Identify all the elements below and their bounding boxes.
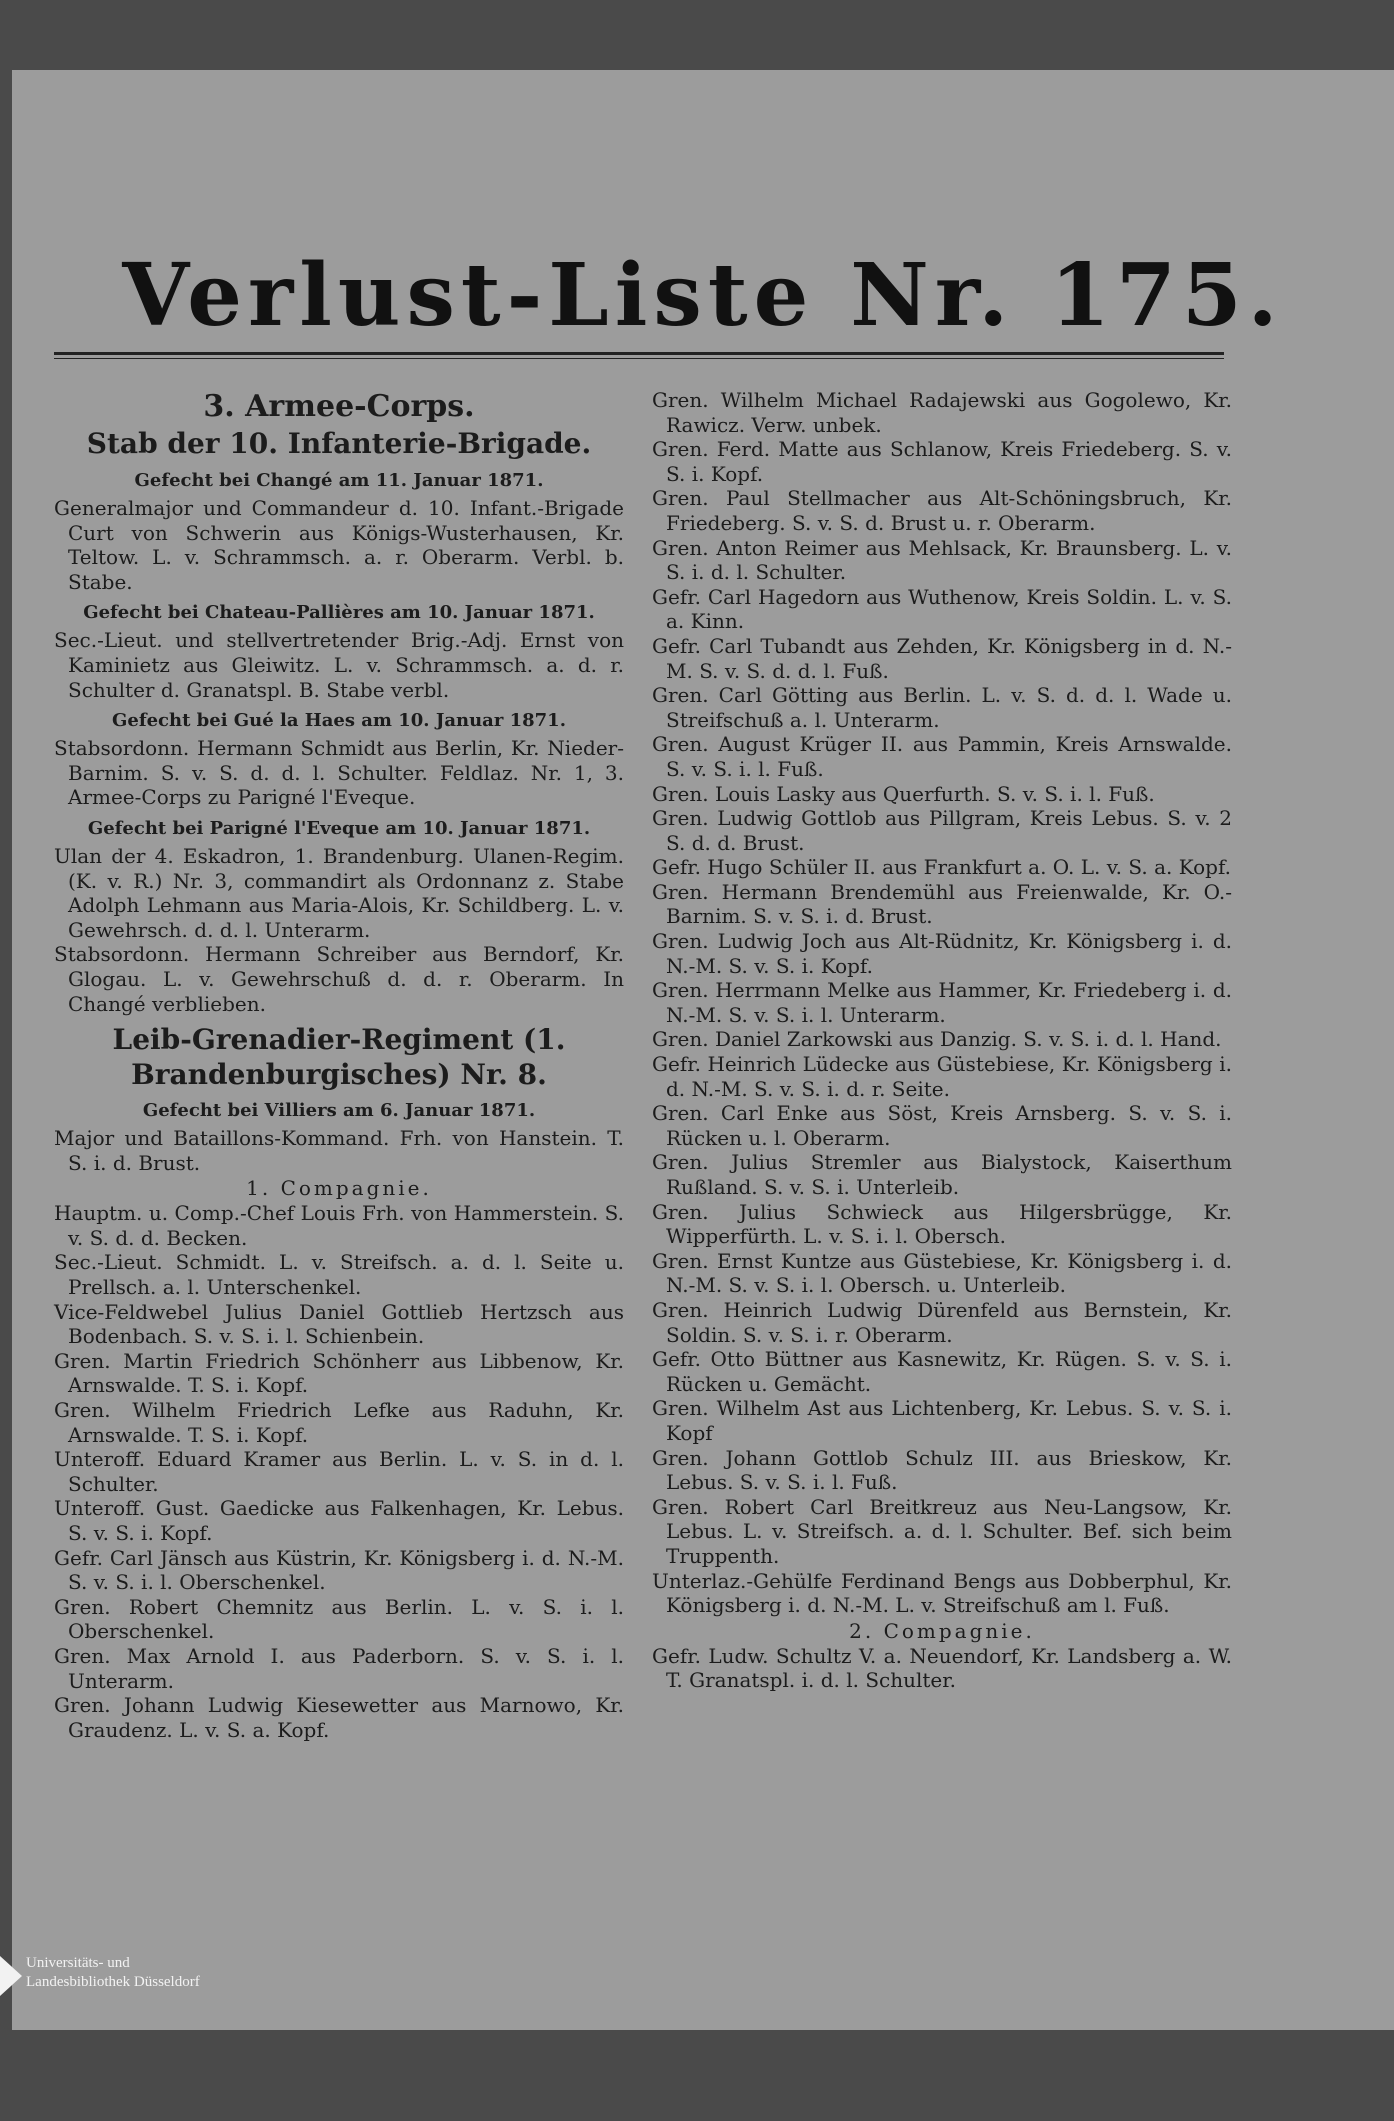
casualty-entry: Gren. Louis Lasky aus Querfurth. S. v. S. i. l. Fuß. [652, 781, 1155, 806]
casualty-entry: Ulan der 4. Eskadron, 1. Brandenburg. Ulanen-Regim. (K. v. R.) Nr. 3, commandirt als Ordonnanz z. Stabe Adolph Lehmann aus Maria-Alois, Kr. Schildberg. L. v. Gewehrsch. d. d. l. Unterarm. [54, 843, 624, 942]
document-page [12, 70, 1394, 2030]
casualty-entry: Gefr. Ludw. Schultz V. a. Neuendorf, Kr. Landsberg a. W. T. Granatspl. i. d. l. Schulter. [652, 1643, 1232, 1693]
title-rule-thin [54, 358, 1224, 359]
casualty-entry: Gren. Ludwig Gottlob aus Pillgram, Kreis Lebus. S. v. 2 S. d. d. Brust. [652, 806, 1232, 855]
casualty-entry: Gren. Carl Götting aus Berlin. L. v. S. d. d. l. Wade u. Streifschuß a. l. Unterarm. [652, 683, 1232, 732]
casualty-entry: Gefr. Hugo Schüler II. aus Frankfurt a. O. L. v. S. a. Kopf. [652, 855, 1232, 880]
casualty-entry: Gren. Johann Gottlob Schulz III. aus Brieskow, Kr. Lebus. S. v. S. i. l. Fuß. [652, 1445, 1232, 1495]
brigade-heading: Stab der 10. Infanterie-Brigade. [86, 427, 592, 460]
battle-heading: Gefecht bei Parigné l'Eveque am 10. Januar 1871. [87, 817, 591, 839]
casualty-entry: Gren. Martin Friedrich Schönherr aus Libbenow, Kr. Arnswalde. T. S. i. Kopf. [54, 1348, 624, 1398]
battle-heading: Gefecht bei Gué la Haes am 10. Januar 1871. [112, 710, 566, 732]
casualty-entry: Gefr. Carl Jänsch aus Küstrin, Kr. Königsberg i. d. N.-M. S. v. S. i. l. Oberschenkel. [54, 1545, 624, 1595]
casualty-entry: Sec.-Lieut. Schmidt. L. v. Streifsch. a. d. l. Seite u. Prellsch. a. l. Unterschenkel. [54, 1250, 624, 1300]
library-name-line2: Landesbibliothek Düsseldorf [26, 1974, 200, 1990]
casualty-entry: Generalmajor und Commandeur d. 10. Infant.-Brigade Curt von Schwerin aus Königs-Wusterhausen, Kr. Teltow. L. v. Schrammsch. a. r. Oberarm. Verbl. b. Stabe. [54, 496, 624, 594]
casualty-entry: Gefr. Carl Hagedorn aus Wuthenow, Kreis Soldin. L. v. S. a. Kinn. [652, 584, 1232, 634]
casualty-entry: Gren. Ferd. Matte aus Schlanow, Kreis Friedeberg. S. v. S. i. Kopf. [652, 437, 1232, 486]
right-column [652, 388, 1232, 1693]
casualty-entry: Gren. Hermann Brendemühl aus Freienwalde, Kr. O.-Barnim. S. v. S. i. d. Brust. [652, 879, 1232, 929]
casualty-entry: Gren. Robert Chemnitz aus Berlin. L. v. S. i. l. Oberschenkel. [54, 1594, 624, 1644]
casualty-entry: Gren. Heinrich Ludwig Dürenfeld aus Bernstein, Kr. Soldin. S. v. S. i. r. Oberarm. [652, 1297, 1232, 1347]
casualty-entry: Gren. Johann Ludwig Kiesewetter aus Marnowo, Kr. Graudenz. L. v. S. a. Kopf. [54, 1693, 624, 1742]
casualty-entry: Gren. August Krüger II. aus Pammin, Kreis Arnswalde. S. v. S. i. l. Fuß. [652, 732, 1232, 781]
left-column [54, 388, 624, 1742]
casualty-entry: Gren. Anton Reimer aus Mehlsack, Kr. Braunsberg. L. v. S. i. d. l. Schulter. [652, 535, 1232, 585]
library-name-line1: Universitäts- und [26, 1955, 130, 1971]
casualty-entry: Gefr. Carl Tubandt aus Zehden, Kr. Königsberg in d. N.-M. S. v. S. d. d. l. Fuß. [652, 633, 1232, 683]
corps-heading: 3. Armee-Corps. [203, 389, 475, 424]
casualty-entry: Gefr. Heinrich Lüdecke aus Güstebiese, Kr. Königsberg i. d. N.-M. S. v. S. i. d. r. Seite. [652, 1052, 1232, 1101]
page-title: Verlust-Liste Nr. 175. [122, 245, 1284, 346]
casualty-entry: Gefr. Otto Büttner aus Kasnewitz, Kr. Rügen. S. v. S. i. Rücken u. Gemächt. [652, 1347, 1232, 1396]
casualty-entry: Gren. Carl Enke aus Söst, Kreis Arnsberg. S. v. S. i. Rücken u. l. Oberarm. [652, 1101, 1232, 1150]
casualty-entry: Unteroff. Eduard Kramer aus Berlin. L. v. S. in d. l. Schulter. [54, 1447, 624, 1496]
company-heading: 1. Compagnie. [246, 1176, 432, 1201]
casualty-entry: Gren. Max Arnold I. aus Paderborn. S. v. S. i. l. Unterarm. [54, 1643, 624, 1693]
casualty-entry: Gren. Paul Stellmacher aus Alt-Schöningsbruch, Kr. Friedeberg. S. v. S. d. Brust u. r. Oberarm. [652, 486, 1232, 535]
casualty-entry: Unterlaz.-Gehülfe Ferdinand Bengs aus Dobberphul, Kr. Königsberg i. d. N.-M. L. v. Streifschuß am l. Fuß. [652, 1568, 1232, 1618]
casualty-entry: Gren. Ernst Kuntze aus Güstebiese, Kr. Königsberg i. d. N.-M. S. v. S. i. l. Obersch. u. Unterleib. [652, 1248, 1232, 1298]
company-heading: 2. Compagnie. [849, 1618, 1035, 1643]
regiment-heading: Leib-Grenadier-Regiment (1. Brandenburgisches) Nr. 8. [112, 1023, 566, 1092]
casualty-entry: Gren. Wilhelm Michael Radajewski aus Gogolewo, Kr. Rawicz. Verw. unbek. [652, 388, 1232, 437]
battle-heading: Gefecht bei Chateau-Pallières am 10. Januar 1871. [83, 602, 595, 624]
casualty-entry: Vice-Feldwebel Julius Daniel Gottlieb Hertzsch aus Bodenbach. S. v. S. i. l. Schienbein. [54, 1299, 624, 1349]
casualty-entry: Gren. Robert Carl Breitkreuz aus Neu-Langsow, Kr. Lebus. L. v. Streifsch. a. d. l. Schulter. Bef. sich beim Truppenth. [652, 1494, 1232, 1568]
battle-heading: Gefecht bei Villiers am 6. Januar 1871. [142, 1100, 536, 1122]
casualty-entry: Gren. Ludwig Joch aus Alt-Rüdnitz, Kr. Königsberg i. d. N.-M. S. v. S. i. Kopf. [652, 929, 1232, 978]
casualty-entry: Hauptm. u. Comp.-Chef Louis Frh. von Hammerstein. S. v. S. d. d. Becken. [54, 1201, 624, 1250]
casualty-entry: Gren. Wilhelm Friedrich Lefke aus Raduhn, Kr. Arnswalde. T. S. i. Kopf. [54, 1398, 624, 1447]
library-logo [0, 1948, 260, 2000]
casualty-entry: Unteroff. Gust. Gaedicke aus Falkenhagen, Kr. Lebus. S. v. S. i. Kopf. [54, 1496, 624, 1545]
casualty-entry: Stabsordonn. Hermann Schreiber aus Berndorf, Kr. Glogau. L. v. Gewehrschuß d. d. r. Oberarm. In Changé verblieben. [54, 942, 624, 1016]
casualty-entry: Stabsordonn. Hermann Schmidt aus Berlin, Kr. Nieder-Barnim. S. v. S. d. d. l. Schulter. Feldlaz. Nr. 1, 3. Armee-Corps zu Parigné l'Eveque. [54, 736, 624, 810]
casualty-entry: Gren. Daniel Zarkowski aus Danzig. S. v. S. i. d. l. Hand. [652, 1027, 1222, 1052]
casualty-entry: Major und Bataillons-Kommand. Frh. von Hanstein. T. S. i. d. Brust. [54, 1126, 624, 1175]
casualty-entry: Gren. Wilhelm Ast aus Lichtenberg, Kr. Lebus. S. v. S. i. Kopf [652, 1396, 1232, 1445]
casualty-entry: Gren. Julius Schwieck aus Hilgersbrügge, Kr. Wipperfürth. L. v. S. i. l. Obersch. [652, 1199, 1232, 1249]
library-logo-icon [0, 1956, 22, 1996]
casualty-entry: Gren. Julius Stremler aus Bialystock, Kaiserthum Rußland. S. v. S. i. Unterleib. [652, 1150, 1232, 1199]
casualty-entry: Gren. Herrmann Melke aus Hammer, Kr. Friedeberg i. d. N.-M. S. v. S. i. l. Unterarm. [652, 978, 1232, 1027]
casualty-entry: Sec.-Lieut. und stellvertretender Brig.-Adj. Ernst von Kaminietz aus Gleiwitz. L. v. Schrammsch. a. d. r. Schulter d. Granatspl. B. Stabe verbl. [54, 628, 624, 702]
battle-heading: Gefecht bei Changé am 11. Januar 1871. [134, 470, 544, 491]
title-rule [54, 352, 1224, 355]
